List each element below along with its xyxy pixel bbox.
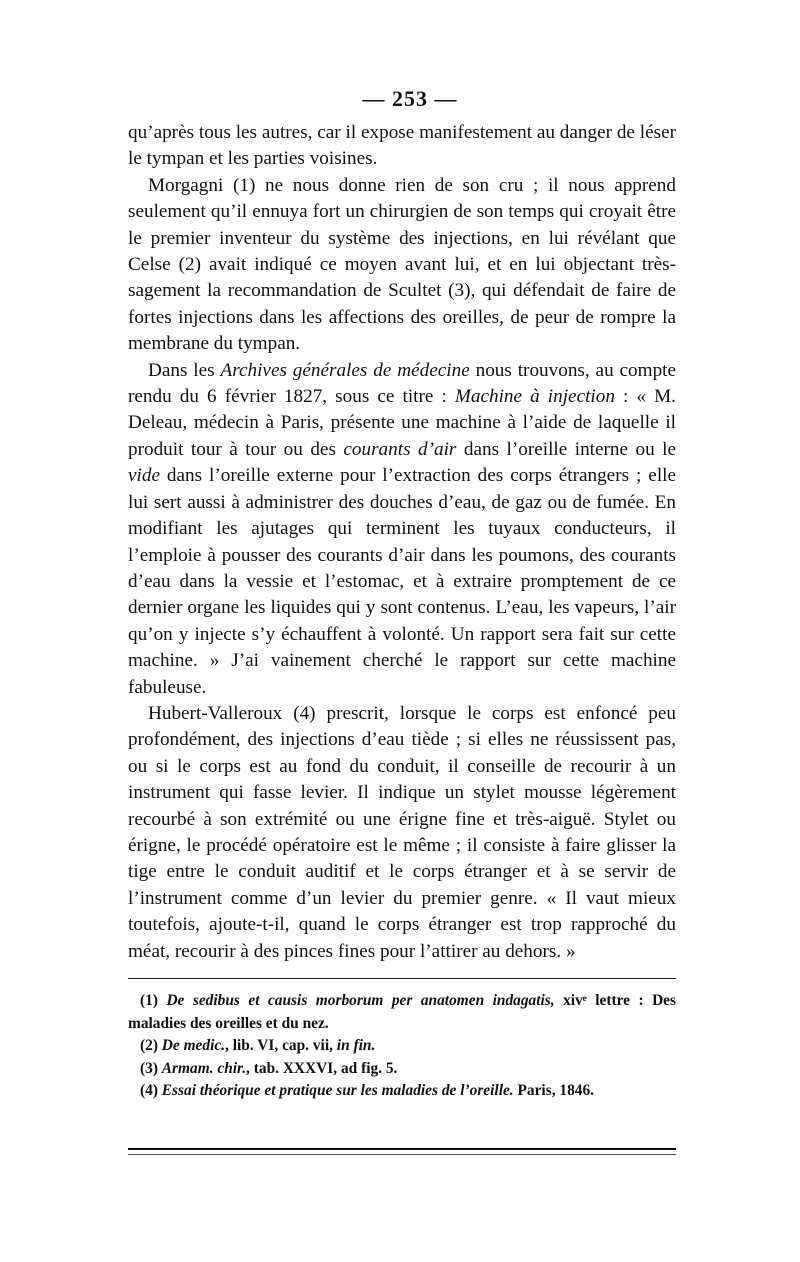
footnote-3-title: Armam. chir. [161, 1059, 247, 1077]
bottom-rule-thin [128, 1154, 676, 1155]
paragraph-3-text-e: dans l’oreille externe pour l’extraction des corps étrangers ; elle lui sert aussi à administrer des douches d’eau, de gaz ou de fumée. En modifiant les ajutages qui terminent les tuyaux conducteurs, il l’emploie à pousser des courants d’air dans les poumons, des courants d’eau dans la vessie et l’estomac, et à extraire promptement de ce dernier organe les liquides qui y sont contenus. L’eau, les vapeurs, l’air qu’on y injecte s’y échauffent à volonté. Un rapport sera fait sur cette machine. » J’ai vainement cherché le rapport sur cette machine fabuleuse. [128, 465, 676, 698]
paragraph-3-text-a: Dans les [148, 359, 221, 381]
footnote-2-in-fin: in fin. [336, 1037, 376, 1054]
body-text [128, 120, 676, 965]
footnote-divider [128, 978, 676, 979]
paragraph-3-text-d: dans l’oreille interne ou le [456, 438, 676, 460]
footnote-2 [128, 1035, 676, 1058]
paragraph-3-text-c: : « M. Deleau, médecin à Paris, présente une machine à l’aide de laquelle il produit tour à tour ou des [128, 386, 676, 460]
paragraph-3-text-b: nous trouvons, au compte rendu du 6 février 1827, sous ce titre : [128, 359, 677, 408]
footnote-2-title: De medic. [161, 1037, 226, 1054]
footnote-2-number: (2) [140, 1037, 162, 1054]
emphasis-courants-d-air: courants d’air [343, 438, 457, 460]
footnote-4 [128, 1080, 676, 1103]
paragraph-2: Morgagni (1) ne nous donne rien de son cru ; il nous apprend seulement qu’il ennuya fort un chirurgien de son temps qui croyait être le premier inventeur du système des injections, en lui révélant que Celse (2) avait indiqué ce moyen avant lui, et en lui objectant très-sagement la recommandation de Scultet (3), qui défendait de faire de fortes injections dans les affections des oreilles, de peur de rompre la membrane du tympan. [128, 174, 676, 355]
footnote-3-number: (3) [140, 1059, 162, 1077]
paragraph-4: Hubert-Valleroux (4) prescrit, lorsque le corps est enfoncé peu profondément, des injections d’eau tiède ; si elles ne réussissent pas, ou si le corps est au fond du conduit, il conseille de recourir à un instrument qui fasse levier. Il indique un stylet mousse légèrement recourbé à son extrémité ou une érigne fine et très-aiguë. Stylet ou érigne, le procédé opératoire est le même ; il consiste à faire glisser la tige entre le conduit auditif et le corps étranger et à se servir de l’instrument comme d’un levier du premier genre. « Il vaut mieux toutefois, ajoute-t-il, quand le corps étranger est trop rapproché du méat, recourir à des pinces fines pour l’attirer au dehors. » [128, 702, 676, 962]
bottom-rule-thick [128, 1148, 676, 1150]
paragraph-1: qu’après tous les autres, car il expose manifestement au danger de léser le tympan et les parties voisines. [128, 122, 676, 170]
footnote-4-number: (4) [140, 1082, 162, 1099]
footnote-3-text: , tab. XXXVI, ad fig. 5. [246, 1059, 398, 1077]
footnote-1-number: (1) [140, 992, 167, 1009]
footnote-1-title: De sedibus et causis morborum per anatomen indagatis, [166, 992, 555, 1009]
footnote-4-title: Essai théorique et pratique sur les maladies de l’oreille. [161, 1082, 514, 1099]
footnote-3 [128, 1058, 676, 1081]
page-number: — 253 — [362, 86, 458, 111]
section-title: Machine à injection [454, 386, 615, 408]
footnote-1-text: xivᵉ lettre : Des maladies des oreilles et du nez. [128, 992, 677, 1032]
emphasis-vide: vide [128, 465, 160, 487]
journal-title: Archives générales de médecine [220, 359, 470, 381]
footnotes [128, 990, 676, 1103]
footnote-2-text: , lib. VI, cap. vii, [225, 1037, 337, 1054]
footnote-1 [128, 990, 676, 1035]
paragraph-3 [128, 358, 676, 701]
footnote-4-text: Paris, 1846. [513, 1082, 595, 1099]
